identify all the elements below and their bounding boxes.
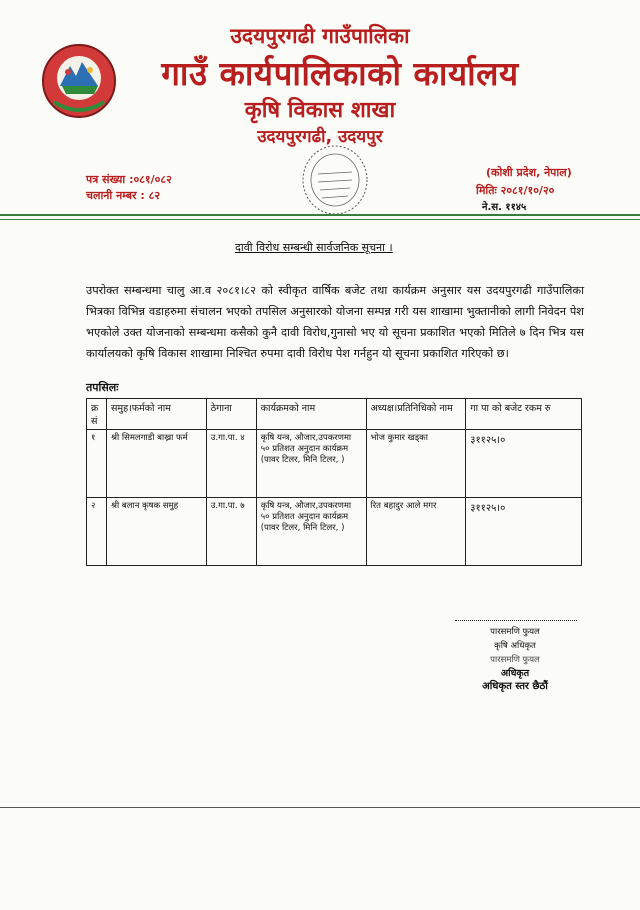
notice-body: उपरोक्त सम्बन्धमा चालु आ.व २०८१।८२ को स्वीकृत वार्षिक बजेट तथा कार्यक्रम अनुसार यस उदयपुरगढी गाउँपालिका भित्रका विभिन्न वडाहरुमा संचालन भएको तपसिल अनुसारको योजना सम्पन्न गरी यस शाखामा भुक्तानीको लागी निवेदन पेश भएकोले उक्त योजनाको सम्बन्धमा कसैको कुनै दावी विरोध,गुनासो भए यो सूचना प्रकाशित भएको मितिले ७ दिन भित्र यस कार्यालयको कृषि विकास शाखामा निश्चित रुपमा दावी विरोध पेश गर्नहुन यो सूचना प्रकाशित गरिएको छ। (86, 284, 584, 360)
office-address: उदयपुरगढी, उदयपुर (257, 127, 383, 147)
signatory-name: पारसमणि फुयल (490, 627, 540, 637)
header-divider-thin (0, 219, 640, 220)
notice-title: दावी विरोध सम्बन्धी सार्वजनिक सूचना । (235, 241, 393, 254)
cell-representative: रित बहादुर आले मगर (366, 498, 466, 566)
cell-address: उ.गा.पा. ४ (206, 430, 256, 498)
table-row (87, 430, 582, 498)
header-address: ठेगाना (206, 399, 256, 430)
beneficiary-table (86, 398, 582, 566)
cell-amount: ३११२५।० (466, 430, 582, 498)
signatory-designation: कृषि अधिकृत (494, 641, 536, 651)
header-budget: गा पा को बजेट रकम रु (466, 399, 582, 430)
cell-name: श्री सिमलगाडी बाख्रा फर्म (106, 430, 206, 498)
details-label: तपसिलः (86, 381, 119, 394)
header-sn: क्र सं (87, 399, 107, 430)
section-name: कृषि विकास शाखा (244, 98, 396, 123)
cell-address: उ.गा.पा. ७ (206, 498, 256, 566)
office-name: गाउँ कार्यपालिकाको कार्यालय (161, 54, 519, 93)
cell-representative: भोज कुमार खड्का (366, 430, 466, 498)
municipality-name: उदयपुरगढी गाउँपालिका (230, 24, 410, 48)
header-group-name: समुह।फर्मको नाम (106, 399, 206, 430)
province-label: (कोशी प्रदेश, नेपाल) (486, 166, 572, 179)
signature-stamp-rank: अधिकृत स्तर छैठौं (482, 681, 548, 692)
reference-number: पत्र संख्या :०८१/०८२ (86, 173, 172, 186)
header-divider (0, 214, 640, 216)
letter-date: मितिः २०८१/१०/२० (476, 184, 555, 197)
cell-program: कृषि यन्त्र, औजार,उपकरणमा ५० प्रतिशत अनुदान कार्यक्रम (पावर टिलर, मिनि टिलर, ) (256, 498, 366, 566)
footer-divider (0, 807, 640, 808)
header-representative: अध्यक्ष।प्रतिनिधिको नाम (366, 399, 466, 430)
cell-program: कृषि यन्त्र, औजार,उपकरणमा ५० प्रतिशत अनुदान कार्यक्रम (पावर टिलर, मिनि टिलर, ) (256, 430, 366, 498)
signature-line (455, 620, 577, 621)
cell-amount: ३११२५।० (466, 498, 582, 566)
header-program: कार्यक्रमको नाम (256, 399, 366, 430)
signature-stamp-name: पारसमणि फुयल (490, 655, 540, 665)
nepal-sambat-date: ने.स. ११४५ (482, 202, 527, 213)
table-row (87, 498, 582, 566)
cell-sn: २ (87, 498, 107, 566)
dispatch-number: चलानी नम्बर : ८२ (86, 189, 161, 202)
table-header-row (87, 399, 582, 430)
cell-name: श्री बलान कृषक समुह (106, 498, 206, 566)
signature-stamp-title: अधिकृत (500, 668, 530, 679)
cell-sn: १ (87, 430, 107, 498)
